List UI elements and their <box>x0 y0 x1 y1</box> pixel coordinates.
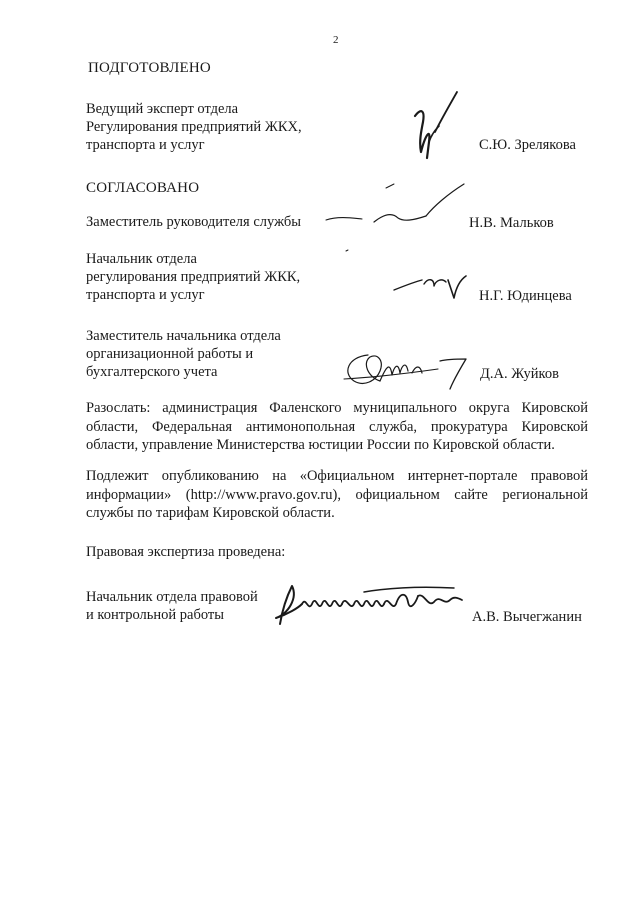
signature-vychegzhanin <box>268 578 468 630</box>
distribution-paragraph <box>86 399 588 455</box>
distribution-line: области, управление Министерства юстиции России по Кировской области. <box>86 437 555 453</box>
signatory-name: Н.В. Мальков <box>469 215 554 231</box>
legal-review-text: Правовая экспертиза проведена: <box>86 544 286 560</box>
prepared-heading: ПОДГОТОВЛЕНО <box>88 60 211 76</box>
signatory-position-line: бухгалтерского учета <box>86 364 218 380</box>
publication-line: службы по тарифам Кировской области. <box>86 505 335 521</box>
prepared-position-line: Регулирования предприятий ЖКХ, <box>86 119 302 135</box>
signatory-name: Н.Г. Юдинцева <box>479 288 572 304</box>
prepared-name: С.Ю. Зрелякова <box>479 137 576 153</box>
legal-review-position-line: и контрольной работы <box>86 607 224 623</box>
signatory-position-line: транспорта и услуг <box>86 287 205 303</box>
signatory-position <box>86 213 301 231</box>
publication-line: информации» (http://www.pravo.gov.ru), официальном сайте региональной <box>86 486 588 503</box>
distribution-line: Разослать: администрация Фаленского муниципального округа Кировской <box>86 400 588 416</box>
signatory-position-line: Заместитель руководителя службы <box>86 214 302 230</box>
prepared-position-line: Ведущий эксперт отдела <box>86 101 239 117</box>
signatory-name: Д.А. Жуйков <box>480 366 559 382</box>
publication-line: Подлежит опубликованию на «Официальном интернет-портале правовой <box>86 468 588 484</box>
signature-yudintseva <box>390 270 470 310</box>
signatory-position-line: регулирования предприятий ЖКК, <box>86 269 301 285</box>
legal-review-name: А.В. Вычегжанин <box>472 609 582 625</box>
prepared-position <box>86 100 302 154</box>
legal-review-position-line: Начальник отдела правовой <box>86 589 258 605</box>
signatory-position-line: Начальник отдела <box>86 251 197 267</box>
distribution-line: области, Федеральная антимонопольная служба, прокуратура Кировской <box>86 418 588 435</box>
signature-zrelyakova <box>405 86 465 166</box>
agreed-heading: СОГЛАСОВАНО <box>86 180 200 196</box>
signatory-position-line: Заместитель начальника отдела <box>86 328 281 344</box>
signatory-position <box>86 327 281 381</box>
signatory-position <box>86 250 300 304</box>
legal-review-position <box>86 588 258 624</box>
page-number: 2 <box>333 34 339 46</box>
prepared-position-line: транспорта и услуг <box>86 137 205 153</box>
signature-malkov <box>318 176 478 246</box>
publication-paragraph <box>86 467 588 523</box>
signatory-position-line: организационной работы и <box>86 346 254 362</box>
signature-zhuykov <box>340 347 480 395</box>
